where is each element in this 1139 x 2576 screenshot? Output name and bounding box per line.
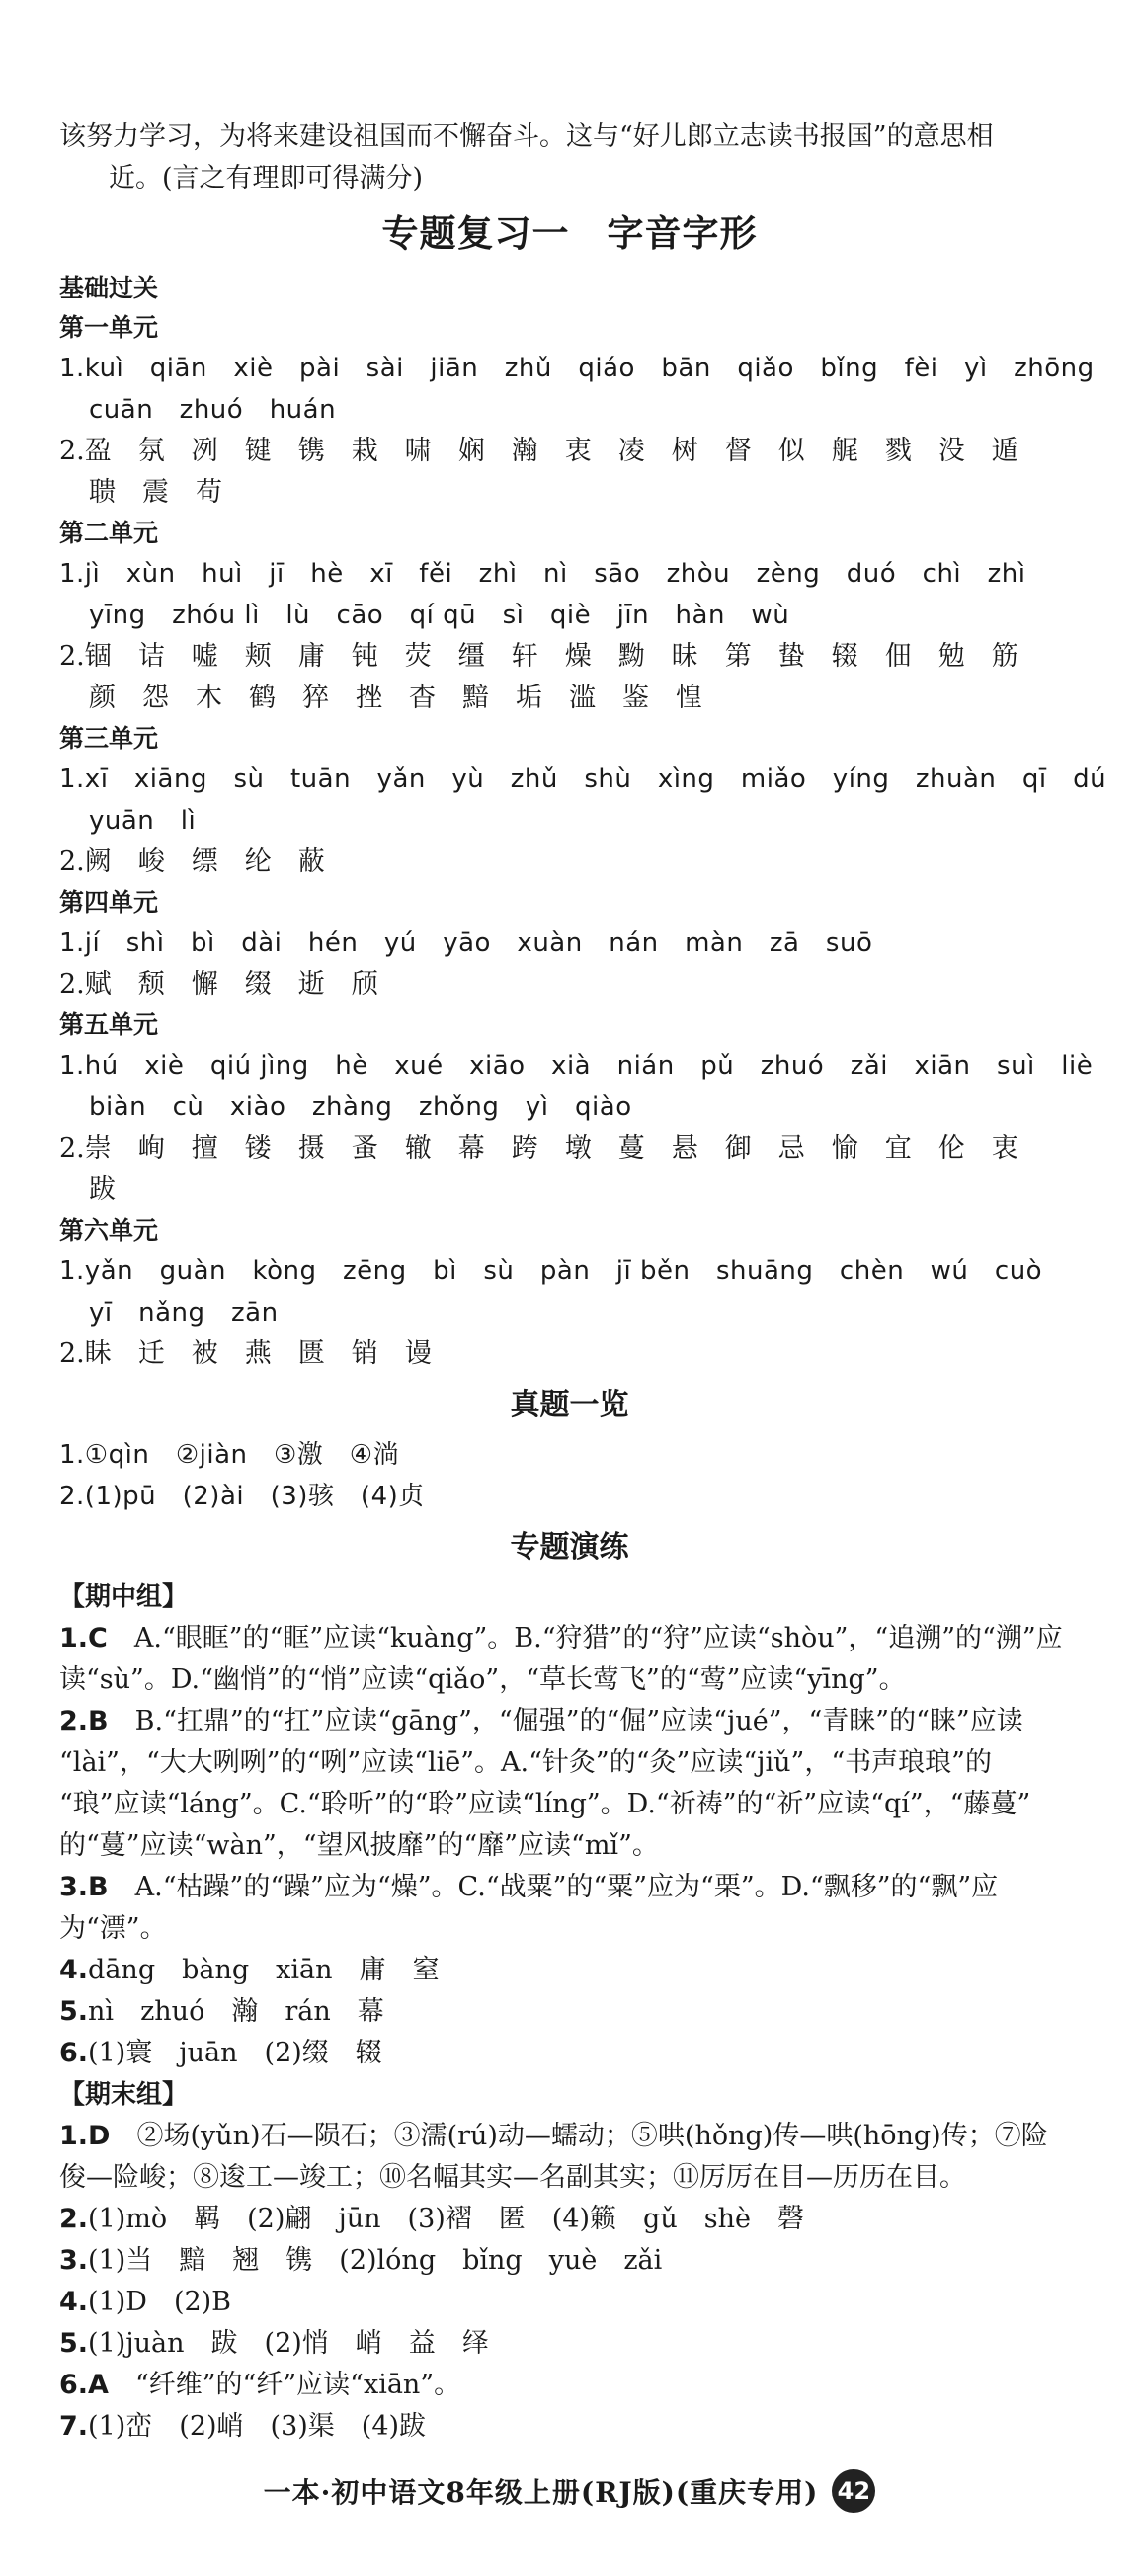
- answer-number: 1.: [59, 2121, 89, 2151]
- answer-line: [59, 1867, 1080, 1908]
- basic-heading: 基础过关: [59, 274, 159, 302]
- answer-line: [59, 1908, 1080, 1950]
- zhenti-title: 真题一览: [510, 1388, 629, 1422]
- mid-answers: [59, 1618, 1080, 2074]
- unit-heading: 第五单元: [59, 1010, 159, 1039]
- unit-q1-line: 1.yǎn guàn kòng zēng bì sù pàn jī běn shuāng chèn wú cuò: [59, 1256, 1043, 1286]
- answer-text: (1)峦 (2)峭 (3)渠 (4)跋: [88, 2411, 427, 2442]
- zhenti-line-2: 2.(1)pū (2)ài (3)骇 (4)贞: [59, 1482, 425, 1511]
- unit-q1-line-cont: biàn cù xiào zhàng zhǒng yì qiào: [89, 1092, 632, 1122]
- answer-text: (1)juàn 跋 (2)悄 峭 益 绎: [88, 2328, 489, 2359]
- answer-number: 7.: [59, 2411, 89, 2442]
- answer-number: 4.: [59, 1955, 89, 1985]
- answer-text: A.“枯躁”的“躁”应为“燥”。C.“战粟”的“粟”应为“栗”。D.“飘移”的“飘”应: [108, 1872, 999, 1902]
- intro-line-2: 近。(言之有理即可得满分): [109, 163, 424, 194]
- answer-number: 6.: [59, 2370, 89, 2400]
- answer-text: nì zhuó 瀚 rán 幕: [88, 1996, 384, 2027]
- answer-choice: A: [88, 2370, 109, 2400]
- unit-q2-line-cont: 颜 怨 木 鹤 猝 挫 杳 黯 垢 滥 鉴 惶: [89, 683, 702, 713]
- unit-q1-line: 1.jí shì bì dài hén yú yāo xuàn nán màn zā suō: [59, 928, 873, 958]
- answer-line: [59, 2116, 1080, 2157]
- answer-number: 3.: [59, 1872, 89, 1902]
- answer-text: B.“扛鼎”的“扛”应读“gāng”，“倔强”的“倔”应读“jué”，“青睐”的“睐”应读: [108, 1706, 1023, 1736]
- footer-text: 一本·初中语文8年级上册(RJ版)(重庆专用): [263, 2476, 819, 2509]
- answer-number: 4.: [59, 2287, 89, 2317]
- end-answers: [59, 2116, 1080, 2448]
- answer-text: dāng bàng xiān 庸 窒: [88, 1955, 440, 1985]
- answer-line: [59, 2199, 1080, 2240]
- unit-q2-line: 2.锢 诘 嘘 颊 庸 钝 荧 缰 轩 燥 黝 昧 第 蛰 辍 佃 勉 筋: [59, 641, 1018, 672]
- answer-choice: B: [88, 1872, 109, 1902]
- answer-choice: B: [88, 1706, 109, 1736]
- answer-line: [59, 1825, 1080, 1867]
- answer-line: [59, 1742, 1080, 1784]
- unit-q1-line: 1.hú xiè qiú jìng hè xué xiāo xià nián pǔ zhuó zǎi xiān suì liè: [59, 1051, 1094, 1081]
- answer-line: [59, 2282, 1080, 2323]
- answer-text: (1)mò 羁 (2)翩 jūn (3)褶 匿 (4)籁 gǔ shè 磬: [88, 2204, 804, 2234]
- unit-heading: 第二单元: [59, 519, 159, 547]
- answer-text: ②场(yǔn)石—陨石；③濡(rú)动—蠕动；⑤哄(hǒng)传—哄(hōng)传；⑦险: [110, 2121, 1048, 2151]
- answer-text: 俊—险峻；⑧逡工—竣工；⑩名幅其实—名副其实；⑪厉厉在目—历历在目。: [59, 2162, 966, 2193]
- unit-q1-line: 1.kuì qiān xiè pài sài jiān zhǔ qiáo bān qiǎo bǐng fèi yì zhōng: [59, 354, 1095, 383]
- end-group-heading: 【期末组】: [59, 2080, 189, 2110]
- answer-line: [59, 2157, 1080, 2199]
- answer-line: [59, 2033, 1080, 2074]
- answer-text: (1)当 黯 翘 镌 (2)lóng bǐng yuè zǎi: [88, 2245, 663, 2276]
- answer-text: “lài”，“大大咧咧”的“咧”应读“liē”。A.“针灸”的“灸”应读“jiǔ”，“书声琅琅”的: [59, 1747, 992, 1778]
- answer-choice: C: [88, 1623, 108, 1653]
- yanlian-title: 专题演练: [510, 1530, 629, 1565]
- unit-q1-line-cont: yīng zhóu lì lù cāo qí qū sì qiè jīn hàn wù: [89, 601, 790, 630]
- page-number-badge: 42: [832, 2469, 875, 2513]
- page-title: 专题复习一 字音字形: [381, 211, 758, 255]
- mid-group-heading: 【期中组】: [59, 1582, 189, 1612]
- answer-line: [59, 1784, 1080, 1825]
- answer-text: A.“眼眶”的“眶”应读“kuàng”。B.“狩猎”的“狩”应读“shòu”，“追溯”的“溯”应: [107, 1623, 1063, 1653]
- unit-q1-line-cont: yī nǎng zān: [89, 1298, 279, 1328]
- unit-q1-line: 1.jì xùn huì jī hè xī fěi zhì nì sāo zhòu zèng duó chì zhì: [59, 559, 1026, 589]
- answer-number: 5.: [59, 2328, 89, 2359]
- unit-heading: 第一单元: [59, 313, 159, 342]
- unit-heading: 第三单元: [59, 724, 159, 753]
- unit-q2-line: 2.眛 迁 被 燕 匮 销 谩: [59, 1338, 432, 1369]
- content: [59, 117, 1107, 2448]
- answer-number: 1.: [59, 1623, 89, 1653]
- answer-line: [59, 2240, 1080, 2282]
- answer-line: [59, 1659, 1080, 1701]
- answer-text: 为“漂”。: [59, 1913, 167, 1944]
- unit-q2-line-cont: 跋: [89, 1174, 116, 1205]
- answer-line: [59, 2323, 1080, 2365]
- unit-heading: 第四单元: [59, 888, 159, 917]
- answer-line: [59, 1950, 1080, 1991]
- unit-q1-line-cont: cuān zhuó huán: [89, 395, 337, 425]
- zhenti-line-1: 1.①qìn ②jiàn ③激 ④淌: [59, 1440, 400, 1470]
- answer-line: [59, 1618, 1080, 1659]
- unit-q1-line-cont: yuān lì: [89, 806, 197, 836]
- unit-q2-line: 2.赋 颓 懈 缀 逝 颀: [59, 969, 378, 1000]
- answer-text: “琅”应读“láng”。C.“聆听”的“聆”应读“líng”。D.“祈祷”的“祈”应读“qí”，“藤蔓”: [59, 1789, 1031, 1819]
- answer-line: [59, 1701, 1080, 1742]
- unit-q2-line-cont: 聩 震 苟: [89, 477, 222, 508]
- unit-q2-line: 2.盈 氛 冽 键 镌 栽 啸 娴 瀚 衷 凌 树 督 似 艉 戮 没 遁: [59, 436, 1018, 466]
- answer-line: [59, 2406, 1080, 2448]
- answer-number: 3.: [59, 2245, 89, 2276]
- answer-choice: D: [88, 2121, 111, 2151]
- unit-heading: 第六单元: [59, 1216, 159, 1245]
- answer-number: 2.: [59, 2204, 89, 2234]
- answer-text: 读“sù”。D.“幽悄”的“悄”应读“qiǎo”，“草长莺飞”的“莺”应读“yīng”。: [59, 1664, 906, 1695]
- answer-text: (1)D (2)B: [88, 2287, 232, 2317]
- answer-line: [59, 1991, 1080, 2033]
- answer-text: (1)寰 juān (2)缀 辍: [88, 2038, 382, 2068]
- intro-line-1: 该努力学习，为将来建设祖国而不懈奋斗。这与“好儿郎立志读书报国”的意思相: [59, 121, 994, 152]
- answer-number: 5.: [59, 1996, 89, 2027]
- answer-number: 2.: [59, 1706, 89, 1736]
- answer-number: 6.: [59, 2038, 89, 2068]
- answer-text: 的“蔓”应读“wàn”，“望风披靡”的“靡”应读“mǐ”。: [59, 1830, 659, 1861]
- units-section: [59, 308, 1107, 1375]
- unit-q2-line: 2.崇 峋 擅 镂 摄 蚤 辙 幕 跨 墩 蔓 悬 御 忌 愉 宜 伦 衷: [59, 1133, 1018, 1164]
- unit-q1-line: 1.xī xiāng sù tuān yǎn yù zhǔ shù xìng miǎo yíng zhuàn qī dú: [59, 765, 1107, 794]
- answer-text: “纤维”的“纤”应读“xiān”。: [108, 2370, 461, 2400]
- unit-q2-line: 2.阙 峻 缥 纶 蔽: [59, 846, 325, 877]
- answer-line: [59, 2365, 1080, 2406]
- footer: [0, 2469, 1139, 2513]
